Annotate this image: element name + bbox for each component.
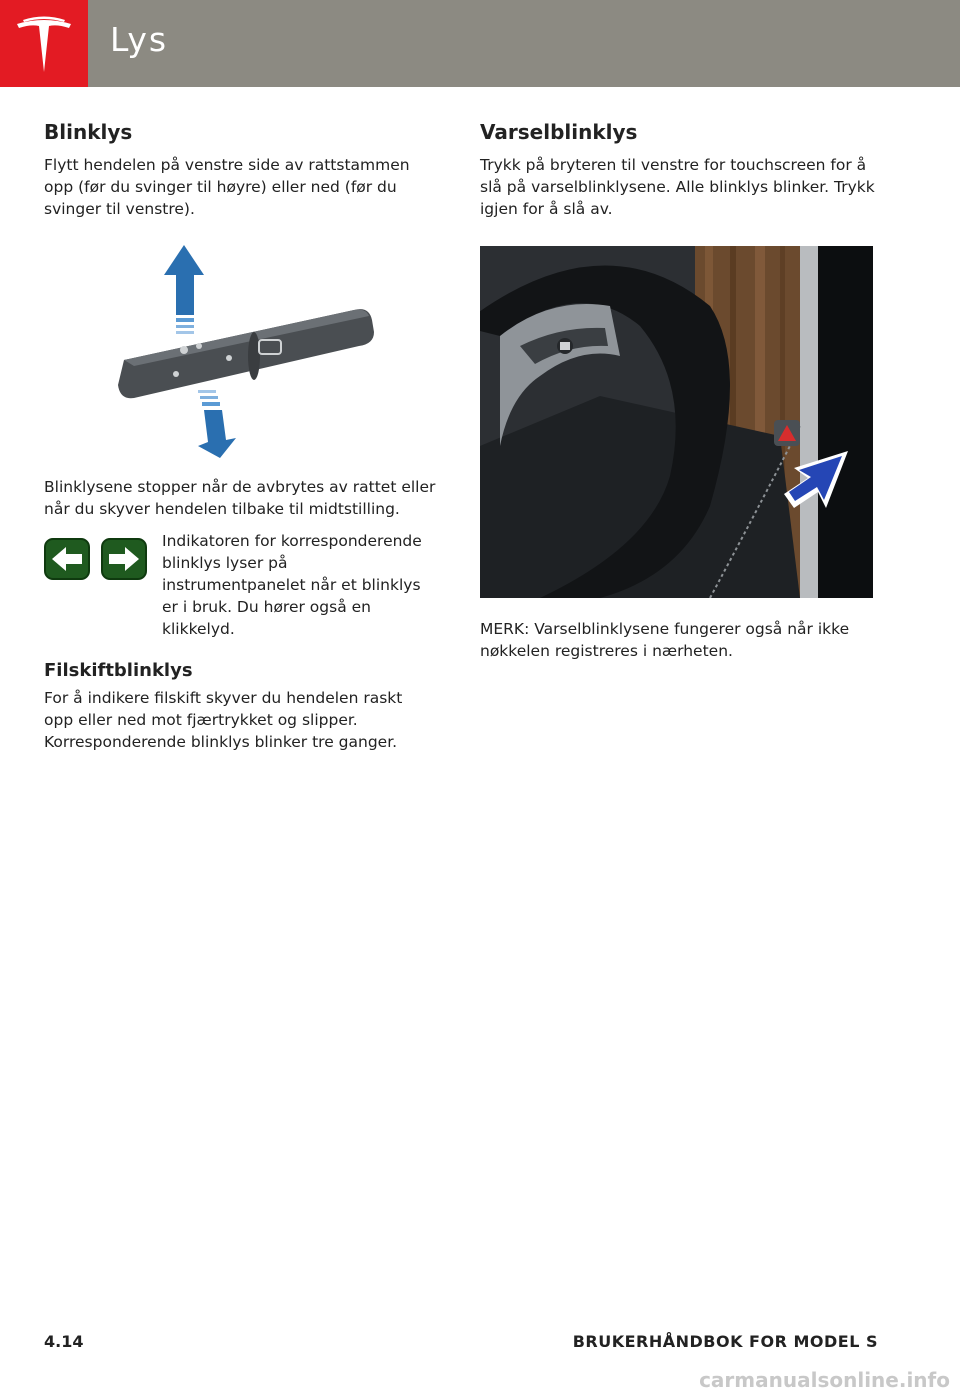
turn-signal-stalk-figure (104, 240, 434, 460)
turn-signal-right-icon (102, 539, 146, 579)
page-number: 4.14 (44, 1332, 84, 1351)
hazard-switch-photo (480, 246, 873, 598)
tesla-logo-icon (13, 14, 75, 76)
blinklys-heading: Blinklys (44, 120, 133, 144)
right-column (480, 120, 875, 662)
tesla-logo (0, 0, 88, 87)
indicator-text: Indikatoren for korresponderende blinklys lyser på instrumentpanelet når et blinklys er i bruk. Du hører også en klikkelyd. (162, 532, 422, 638)
stop-text: Blinklysene stopper når de avbrytes av rattet eller når du skyver hendelen tilbake til midtstilling. (44, 478, 436, 518)
turn-signal-left-icon (45, 539, 89, 579)
indicator-icons (44, 538, 148, 584)
header-band (0, 0, 960, 87)
book-title: BRUKERHÅNDBOK FOR MODEL S (572, 1332, 878, 1351)
stalk-body (118, 309, 374, 398)
blinklys-text: Flytt hendelen på venstre side av rattstammen opp (før du svinger til høyre) eller ned (før du svinger til venstre). (44, 156, 410, 218)
hazard-icon (774, 420, 800, 446)
varsel-heading: Varselblinklys (480, 120, 638, 144)
turn-signal-stalk-illustration (104, 240, 434, 460)
varsel-text: Trykk på bryteren til venstre for touchscreen for å slå på varselblinklysene. Alle blinklys blinker. Trykk igjen for å slå av. (480, 156, 875, 218)
note-text: MERK: Varselblinklysene fungerer også når ikke nøkkelen registreres i nærheten. (480, 620, 850, 660)
filskift-heading: Filskiftblinklys (44, 660, 193, 681)
hazard-switch-figure (480, 246, 873, 598)
up-arrow-icon (164, 245, 204, 334)
watermark: carmanualsonline.info (699, 1368, 950, 1392)
indicator-block (44, 530, 436, 640)
chapter-title: Lys (110, 20, 169, 59)
down-arrow-icon (198, 390, 236, 458)
left-column (44, 120, 436, 753)
filskift-text: For å indikere filskift skyver du hendelen raskt opp eller ned mot fjærtrykket og slipper. Korresponderende blinklys blinker tre ganger. (44, 689, 403, 751)
